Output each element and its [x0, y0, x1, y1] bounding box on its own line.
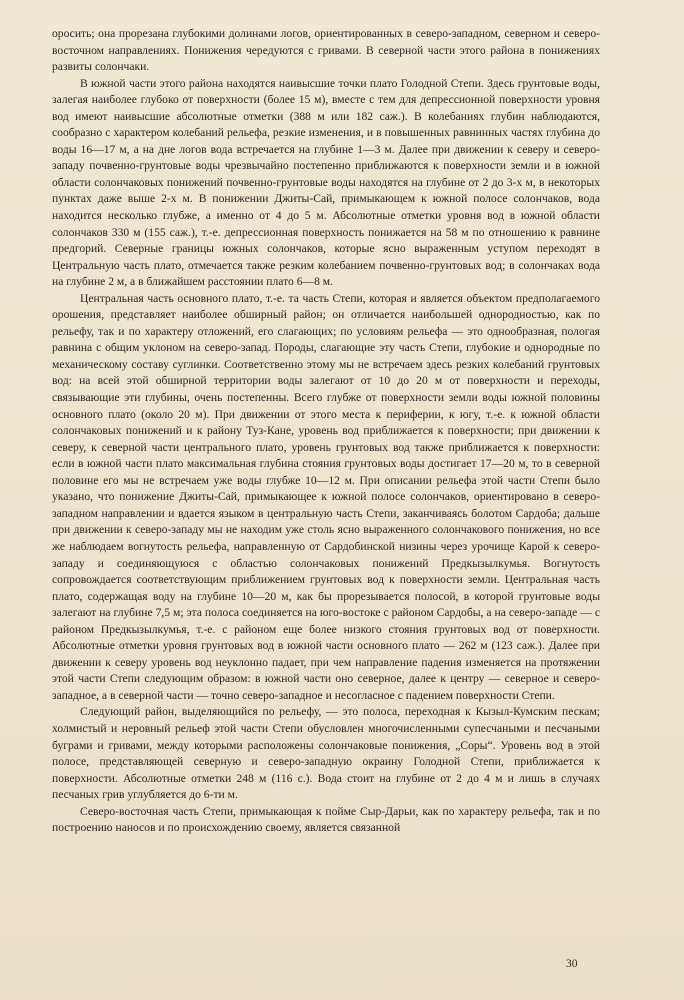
body-text — [52, 26, 600, 837]
paragraph-1: оросить; она прорезана глубокими долинами логов, ориентированных в северо-западном, северном и северо-восточном направлениях. Понижения чередуются с гривами. В северной части этого района в понижениях развиты солончаки. — [52, 27, 600, 74]
paragraph-3: Центральная часть основного плато, т.-е. та часть Степи, которая и является объектом предполагаемого орошения, представляет наиболее обширный район; он отличается наибольшей однородностью, как по рельефу, так и по характеру отложений, его слагающих; по условиям рельефа — это однообразная, пологая равнина с общим уклоном на северо-запад. Породы, слагающие эту часть Степи, глубокие и однородные по механическому составу суглинки. Соответственно этому мы не встречаем здесь резких колебаний грунтовых вод: на всей этой обширной территории воды залегают от 10 до 20 м от поверхности и переходы, связывающие эти глубины, очень постепенны. Всего глубже от поверхности земли воды южной половины основного плато (около 20 м). При движении от этого места к периферии, к югу, т.-е. к южной области солончаковых понижений и к району Туз-Кане, уровень вод приближается к поверхности; при движении к северу, к северной части центрального плато, уровень грунтовых вод также приближается к поверхности: если в южной части плато максимальная глубина стояния грунтовых воды достигает 17—20 м, то в северной половине его мы не встречаем уже воды глубже 10—12 м. При описании рельефа этой части Степи было указано, что понижение Джиты-Сай, примыкающее к южной полосе солончаков, ориентировано в северо-западном направлении и вдается языком в центральную часть Степи, заканчиваясь болотом Сардоба; дальше при движении к северо-западу мы не находим уже столь ясно выраженного солончакового понижения, но все же наблюдаем вогнутость рельефа, направленную от Сардобинской низины через урочище Карой к северо-западу и соединяющуюся с областью солончаковых понижений Предкызылкумья. Вогнутость сопровождается соответствующим приближением грунтовых вод к поверхности земли. Центральная часть плато, содержащая воду на глубине 10—20 м, как бы прорезывается полосой, в которой грунтовые воды залегают на глубине 7,5 м; эта полоса соединяется на юго-востоке с районом Сардобы, а на северо-западе — с районом Предкызылкумья, т.-е. с районом еще более низкого стояния грунтовых вод от поверхности. Абсолютные отметки уровня грунтовых вод в южной части основного плато — 262 м (123 саж.). Далее при движении к северу уровень вод неуклонно падает, при чем направление падения изменяется на протяжении этой части Степи следующим образом: в южной части оно северное, далее к центру — северное и северо-западное, а в северной части — точно северо-западное и несогласное с падением поверхности Степи. — [52, 291, 600, 702]
paragraph-4: Следующий район, выделяющийся по рельефу, — это полоса, переходная к Кызыл-Кумским пескам; холмистый и неровный рельеф этой части Степи обусловлен многочисленными супесчаными и песчаными буграми и гривами, между которыми расположены солончаковые понижения, „Соры“. Уровень вод в этой полосе, представляющей северную и северо-западную окраину Голодной Степи, приближается к поверхности. Абсолютные отметки 248 м (116 с.). Вода стоит на глубине от 2 до 4 м и лишь в случаях песчаных грив углубляется до 6-ти м. — [52, 705, 600, 802]
page-number: 30 — [566, 958, 578, 970]
paragraph-2: В южной части этого района находятся наивысшие точки плато Голодной Степи. Здесь грунтовые воды, залегая наиболее глубоко от поверхности (более 15 м), вместе с тем для депрессионной поверхности уровня вод имеют наивысшие абсолютные отметки (388 м или 182 саж.). В колебаниях глубин наблюдаются, сообразно с характером колебаний рельефа, резкие изменения, и в повышенных равнинных частях глубина до воды 16—17 м, а на дне логов вода встречается на глубине 1—3 м. Далее при движении к северу и северо-западу почвенно-грунтовые воды чрезвычайно постепенно приближаются к поверхности земли и в южной области солончаковых понижений почвенно-грунтовые воды находятся на глубине от 2 до 3-х м, в некоторых пунктах даже выше 2-х м. В понижении Джиты-Сай, примыкающем к южной полосе солончаков, вода находится несколько глубже, а именно от 4 до 5 м. Абсолютные отметки уровня вод в южной области солончаков 330 м (155 саж.), т.-е. депрессионная поверхность понижается на 58 м по отношению к равнине предгорий. Северные границы южных солончаков, которые ясно выраженным уступом переходят в Центральную часть плато, отмечается также резким колебанием почвенно-грунтовых вод; в солончаках вода на глубине 2 м, а в ближайшем расстоянии плато 6—8 м. — [52, 76, 600, 289]
paragraph-5: Северо-восточная часть Степи, примыкающая к пойме Сыр-Дарьи, как по характеру рельефа, так и по построению наносов и по происхождению своему, является связанной — [52, 804, 600, 835]
